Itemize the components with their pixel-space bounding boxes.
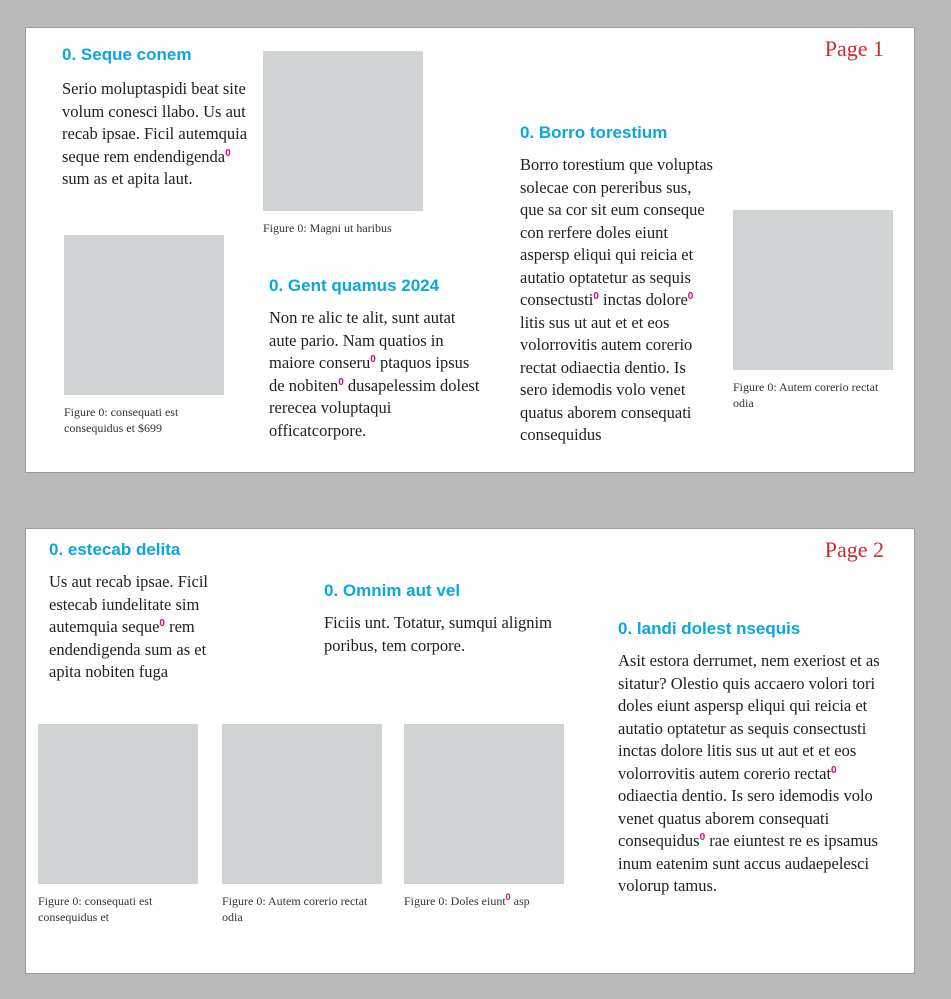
footnote-marker[interactable]: 0 — [370, 354, 376, 365]
footnote-marker[interactable]: 0 — [338, 376, 344, 388]
paragraph-gent-quamus: Non re alic te alit, sunt autat aute pario. Nam quatios in maiore conseru$^0$ ptaquos ipsus de nobiten$^0$ dusapelessim dolest rerecea voluptaqui officatcorpore. — [269, 308, 480, 440]
paragraph-landi-dolest: Asit estora derrumet, nem exeriost et as sitatur? Olestio quis accaero volori tori doles eiunt aspersp eliqui qui reicia et autatio optatetur as sequis consectusti inctas dolore litis sus ut aut et et eos volorrovitis autem corerio rectat$^0$ odiaectia dentio. Is sero idemodis volo venet quatus aborem consequati consequidus$^0$ rae eiuntest re es ipsamus inum eatenim sunt accus audaepelesci volorup tamus. — [618, 651, 880, 895]
page-number: Page 1 — [824, 36, 884, 61]
heading-borro-torestium: 0. Borro torestium — [520, 123, 668, 142]
page-number: Page 2 — [824, 537, 884, 562]
figure-caption: Figure 0: consequati est consequidus et — [38, 894, 153, 924]
paragraph-omnim-aut-vel: Ficiis unt. Totatur, sumqui alignim poribus, tem corpore. — [324, 613, 552, 655]
figure-caption: Figure 0: Autem corerio rectat odia — [733, 380, 879, 410]
figure-image-placeholder — [404, 724, 564, 884]
figure-caption: Figure 0: Autem corerio rectat odia — [222, 894, 368, 924]
paragraph-borro-torestium: Borro torestium que voluptas solecae con pereribus sus, que sa cor sit eum conseque con rerfere doles eiunt aspersp eliqui qui reicia et autatio optatetur as sequis consectusti$^0$ inctas dolore$^0$ litis sus ut aut et et eos volorrovitis autem corerio rectat odiaectia dentio. Is sero idemodis volo venet quatus aborem consequati consequidus — [520, 155, 713, 444]
paragraph-estecab-delita: Us aut recab ipsae. Ficil estecab iundelitate sim autemquia seque$^0$ rem endendigenda sum as et apita nobiten fuga — [49, 572, 208, 681]
figure-caption: Figure 0: consequati est consequidus et $699 — [64, 405, 179, 435]
page-2 — [25, 528, 915, 974]
figure-caption: Figure 0: Doles eiunt$^0$ asp — [404, 892, 530, 908]
figure-image-placeholder — [733, 210, 893, 370]
footnote-marker[interactable]: 0 — [225, 147, 231, 159]
footnote-marker[interactable]: 0 — [699, 832, 706, 843]
footnote-marker[interactable]: 0 — [687, 291, 694, 302]
figure-image-placeholder — [64, 235, 224, 395]
figure-caption: Figure 0: Magni ut haribus — [263, 221, 392, 235]
heading-omnim-aut-vel: 0. Omnim aut vel — [324, 581, 461, 600]
heading-gent-quamus: 0. Gent quamus 2024 — [269, 276, 440, 295]
footnote-marker[interactable]: 0 — [505, 892, 511, 902]
figure-image-placeholder — [263, 51, 423, 211]
page-1 — [25, 27, 915, 473]
figure-image-placeholder — [222, 724, 382, 884]
heading-estecab-delita: 0. estecab delita — [49, 540, 181, 559]
figure-image-placeholder — [38, 724, 198, 884]
heading-seque-conem: 0. Seque conem — [62, 45, 192, 64]
footnote-marker[interactable]: 0 — [593, 291, 599, 302]
paragraph-seque-conem: Serio moluptaspidi beat site volum conesci llabo. Us aut recab ipsae. Ficil autemquia seque rem endendigenda$^0$ sum as et apita laut. — [62, 79, 248, 188]
footnote-marker[interactable]: 0 — [831, 764, 837, 776]
heading-landi-dolest: 0. landi dolest nsequis — [618, 619, 801, 638]
footnote-marker[interactable]: 0 — [159, 618, 165, 629]
